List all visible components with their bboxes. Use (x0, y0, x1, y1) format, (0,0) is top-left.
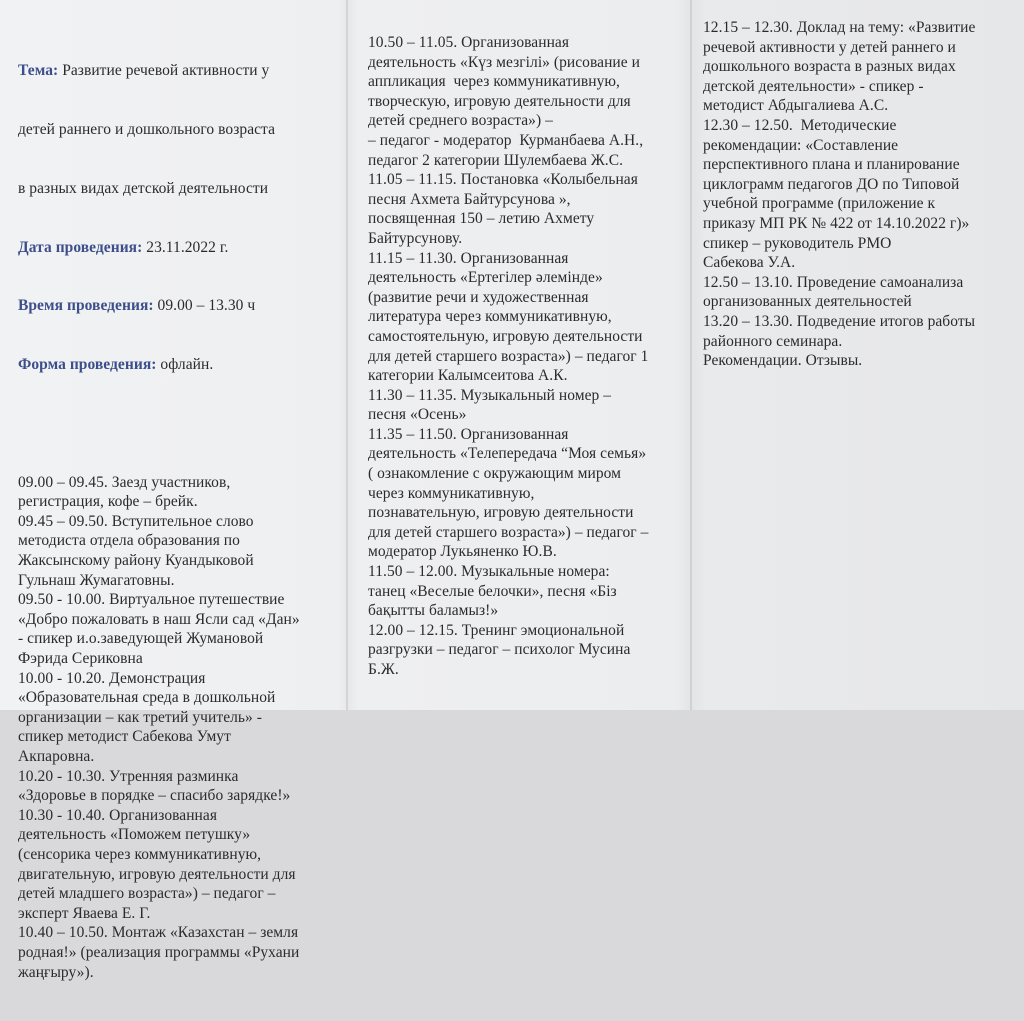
form-value: офлайн. (160, 356, 214, 374)
spacer (18, 414, 300, 434)
schedule-line: спикер – руководитель РМО (703, 234, 892, 252)
schedule-line: Акпаровна. (18, 747, 95, 765)
schedule-line: Б.Ж. (368, 661, 399, 678)
schedule-line: 11.15 – 11.30. Организованная (368, 249, 569, 267)
schedule-line: 12.50 – 13.10. Проведение самоанализа (703, 273, 964, 291)
schedule-line: Рекомендации. Отзывы. (703, 352, 863, 370)
schedule-line: циклограмм педагогов ДО по Типовой (703, 175, 960, 193)
schedule-line: для детей старшего возраста») – педагог – (368, 523, 649, 541)
schedule-line: 09.50 - 10.00. Виртуальное путешествие (18, 591, 285, 609)
schedule-line: двигательную, игровую деятельности для (18, 865, 296, 883)
schedule-line: 12.30 – 12.50. Методические (703, 116, 897, 134)
schedule-line: 10.20 - 10.30. Утренняя разминка (18, 767, 239, 785)
theme-line (18, 61, 300, 81)
schedule-line: районного семинара. (703, 332, 843, 350)
schedule-line: методиста отдела образования по (18, 532, 240, 550)
time-line (18, 296, 300, 316)
schedule-line: 11.50 – 12.00. Музыкальные номера: (368, 563, 610, 581)
schedule-line: песня Ахмета Байтурсунова », (368, 190, 571, 208)
schedule-line: дошкольного возраста в разных видах (703, 58, 956, 76)
schedule-line: Жаксынскому району Куандыковой (18, 552, 254, 570)
theme-text: Развитие речевой активности у (62, 62, 270, 80)
schedule-line: детской деятельности» - спикер - (703, 77, 924, 95)
schedule-line: методист Абдыгалиева А.С. (703, 97, 889, 115)
time-label: Время проведения: (18, 297, 154, 315)
schedule-line: деятельность «Телепередача “Моя семья» (368, 445, 647, 463)
schedule-line: познавательную, игровую деятельности (368, 504, 634, 522)
theme-line: в разных видах детской деятельности (18, 179, 269, 197)
schedule-line: жаңғыру»). (18, 963, 94, 981)
schedule-line: спикер методист Сабекова Умут (18, 728, 231, 746)
theme-label: Тема: (18, 62, 59, 80)
schedule-line: эксперт Яваева Е. Г. (18, 904, 151, 922)
schedule-line: через коммуникативную, (368, 484, 535, 502)
schedule-line: педагог 2 категории Шулембаева Ж.С. (368, 151, 624, 169)
column-left (18, 22, 300, 1021)
schedule-line: 10.00 - 10.20. Демонстрация (18, 669, 206, 687)
schedule-line: посвященная 150 – летию Ахмету (368, 210, 595, 228)
schedule-line: для детей старшего возраста») – педагог 1 (368, 347, 649, 365)
schedule-line: организации – как третий учитель» - (18, 708, 262, 726)
schedule-line: – педагог - модератор Курманбаева А.Н., (368, 131, 644, 149)
schedule-line: 10.40 – 10.50. Монтаж «Казахстан – земля (18, 924, 299, 942)
date-label: Дата проведения: (18, 238, 143, 256)
schedule-line: деятельность «Поможем петушку» (18, 826, 251, 844)
fold-line-right (690, 0, 692, 710)
schedule-line: (сенсорика через коммуникативную, (18, 845, 262, 863)
schedule-line: 11.30 – 11.35. Музыкальный номер – (368, 386, 612, 404)
schedule-line: творческую, игровую деятельности для (368, 92, 631, 110)
schedule-line: песня «Осень» (368, 406, 467, 424)
schedule-line: 09.00 – 09.45. Заезд участников, (18, 473, 231, 491)
date-value: 23.11.2022 г. (146, 238, 229, 256)
schedule-line: деятельность «Ертегілер әлемінде» (368, 269, 603, 287)
time-value: 09.00 – 13.30 ч (157, 297, 256, 315)
schedule-line: 12.15 – 12.30. Доклад на тему: «Развитие (703, 19, 976, 36)
schedule-line: литература через коммуникативную, (368, 308, 612, 326)
schedule-line: самостоятельную, игровую деятельности (368, 327, 643, 345)
schedule-line: Гульнаш Жумагатовны. (18, 571, 175, 589)
column-middle (368, 33, 648, 680)
schedule-line: учебной программе (приложение к (703, 195, 936, 213)
schedule-line: бақытты баламыз!» (368, 602, 499, 620)
schedule-line: Фэрида Сериковна (18, 650, 143, 667)
schedule-line: детей среднего возраста») – (368, 112, 553, 130)
theme-line: детей раннего и дошкольного возраста (18, 120, 275, 138)
column-left-body (18, 473, 300, 982)
schedule-line: регистрация, кофе – брейк. (18, 493, 198, 511)
schedule-line: «Образовательная среда в дошкольной (18, 689, 276, 707)
schedule-line: организованных деятельностей (703, 293, 912, 311)
schedule-line: Байтурсунову. (368, 229, 463, 247)
schedule-line: танец «Веселые белочки», песня «Біз (368, 582, 617, 600)
schedule-line: деятельность «Күз мезгілі» (рисование и (368, 53, 640, 71)
schedule-line: категории Калымсеитова А.К. (368, 367, 568, 385)
schedule-line: 10.50 – 11.05. Организованная (368, 34, 570, 51)
schedule-line: 09.45 – 09.50. Вступительное слово (18, 512, 254, 530)
schedule-line: родная!» (реализация программы «Рухани (18, 943, 300, 961)
schedule-line: ( ознакомление с окружающим миром (368, 465, 622, 483)
schedule-line: детей младшего возраста») – педагог – (18, 885, 276, 903)
schedule-line: модератор Лукьяненко Ю.В. (368, 543, 557, 561)
schedule-line: перспективного плана и планирование (703, 156, 960, 174)
schedule-line: аппликация через коммуникативную, (368, 73, 620, 91)
form-label: Форма проведения: (18, 356, 157, 374)
schedule-line: приказу МП РК № 422 от 14.10.2022 г)» (703, 214, 970, 232)
schedule-line: - спикер и.о.заведующей Жумановой (18, 630, 264, 648)
schedule-line: разгрузки – педагог – психолог Мусина (368, 641, 631, 659)
schedule-line: (развитие речи и художественная (368, 288, 589, 306)
schedule-line: «Добро пожаловать в наш Ясли сад «Дан» (18, 610, 300, 628)
schedule-line: 12.00 – 12.15. Тренинг эмоциональной (368, 621, 625, 639)
schedule-line: 13.20 – 13.30. Подведение итогов работы (703, 312, 976, 330)
fold-line-left (346, 0, 348, 710)
form-line (18, 355, 300, 375)
schedule-line: Сабекова У.А. (703, 254, 796, 272)
schedule-line: 10.30 - 10.40. Организованная (18, 806, 218, 824)
schedule-line: речевой активности у детей раннего и (703, 38, 956, 56)
schedule-line: «Здоровье в порядке – спасибо зарядке!» (18, 787, 291, 805)
schedule-line: 11.35 – 11.50. Организованная (368, 425, 569, 443)
column-right (703, 18, 975, 371)
schedule-line: рекомендации: «Составление (703, 136, 899, 154)
schedule-line: 11.05 – 11.15. Постановка «Колыбельная (368, 171, 638, 189)
date-line (18, 238, 300, 258)
